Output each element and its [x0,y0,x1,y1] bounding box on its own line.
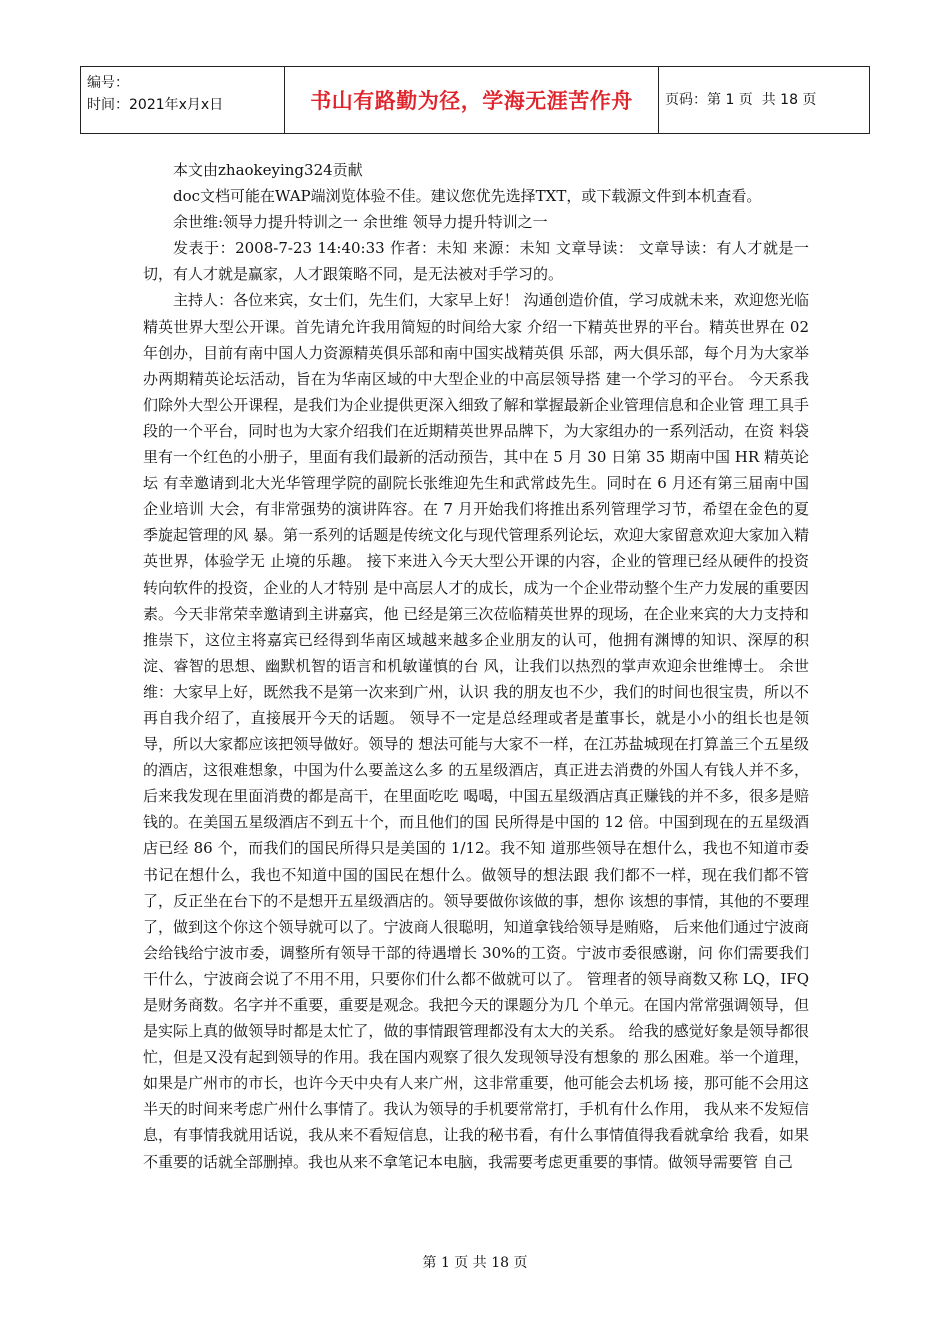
header-motto: 书山有路勤为径，学海无涯苦作舟 [285,67,659,133]
paragraph: doc文档可能在WAP端浏览体验不佳。建议您优先选择TXT，或下载源文件到本机查看。 [173,187,762,206]
paragraph: 发表于：2008-7-23 14:40:33 作者：未知 来源：未知 文章导读： 文章导读：有人才就是一切，有人才就是赢家，人才跟策略不同，是无法被对手学习的。 [143,239,809,284]
paragraph: 主持人：各位来宾，女士们，先生们，大家早上好！ 沟通创造价值，学习成就未来，欢迎您光临精英世界大型公开课。首先请允许我用简短的时间给大家 介绍一下精英世界的平台。精英世界在 02 年创办，目前有南中国人力资源精英俱乐部和南中国实战精英俱 乐部，两大俱乐部，每个月为大家举办两期精英论坛活动，旨在为华南区域的中大型企业的中高层领导搭 建一个学习的平台。 今天系我们除外大型公开课程，是我们为企业提供更深入细致了解和掌握最新企业管理信息和企业管 理工具手段的一个平台，同时也为大家介绍我们在近期精英世界品牌下，为大家组办的一系列活动，在资 料袋里有一个红色的小册子，里面有我们最新的活动预告，其中在 5 月 30 日第 35 期南中国 HR 精英论坛 有幸邀请到北大光华管理学院的副院长张维迎先生和武常歧先生。同时在 6 月还有第三届南中国企业培训 大会，有非常强势的演讲阵容。在 7 月开始我们将推出系列管理学习节，希望在金色的夏季旋起管理的风 暴。第一系列的话题是传统文化与现代管理系列论坛，欢迎大家留意欢迎大家加入精英世界，体验学无 止境的乐趣。 接下来进入今天大型公开课的内容，企业的管理已经从硬件的投资转向软件的投资，企业的人才特别 是中高层人才的成长，成为一个企业带动整个生产力发展的重要因素。今天非常荣幸邀请到主讲嘉宾，他 已经是第三次莅临精英世界的现场，在企业来宾的大力支持和推崇下，这位主将嘉宾已经得到华南区域越来越多企业朋友的认可，他拥有渊博的知识、深厚的积淀、睿智的思想、幽默机智的语言和机敏谨慎的台 风，让我们以热烈的掌声欢迎余世维博士。 余世维：大家早上好，既然我不是第一次来到广州，认识 我的朋友也不少，我们的时间也很宝贵，所以不再自我介绍了，直接展开今天的话题。 领导不一定是总经理或者是董事长，就是小小的组长也是领导，所以大家都应该把领导做好。领导的 想法可能与大家不一样，在江苏盐城现在打算盖三个五星级的酒店，这很难想象，中国为什么要盖这么多 的五星级酒店，真正进去消费的外国人有钱人并不多，后来我发现在里面消费的都是高干，在里面吃吃 喝喝，中国五星级酒店真正赚钱的并不多，很多是赔钱的。在美国五星级酒店不到五十个，而且他们的国 民所得是中国的 12 倍。中国到现在的五星级酒店已经 86 个，而我们的国民所得只是美国的 1/12。我不知 道那些领导在想什么，我也不知道市委书记在想什么，我也不知道中国的国民在想什么。做领导的想法跟 我们都不一样，现在我们都不管了，反正坐在台下的不是想开五星级酒店的。领导要做你该做的事，想你 该想的事情，其他的不要理了，做到这个你这个领导就可以了。宁波商人很聪明，知道拿钱给领导是贿赂， 后来他们通过宁波商会给钱给宁波市委，调整所有领导干部的待遇增长 30%的工资。宁波市委很感谢，问 你们需要我们干什么，宁波商会说了不用不用，只要你们什么都不做就可以了。 管理者的领导商数又称 LQ，IFQ 是财务商数。名字并不重要，重要是观念。我把今天的课题分为几 个单元。在国内常常强调领导，但是实际上真的做领导时都是太忙了，做的事情跟管理都没有太大的关系。 给我的感觉好象是领导都很忙，但是又没有起到领导的作用。我在国内观察了很久发现领导没有想象的 那么困难。举一个道理，如果是广州市的市长，也许今天中央有人来广州，这非常重要，他可能会去机场 接，那可能不会用这半天的时间来考虑广州什么事情了。我认为领导的手机要常常打，手机有什么作用， 我从来不发短信息，有事情我就用话说，我从来不看短信息，让我的秘书看，有什么事情值得我看就拿给 我看，如果不重要的话就全部删掉。我也从来不拿笔记本电脑，我需要考虑更重要的事情。做领导需要管 自己 [143,291,809,1171]
paragraph: 余世维:领导力提升特训之一 余世维 领导力提升特训之一 [173,213,548,232]
header-table [80,66,870,134]
document-number-label: 编号： [87,75,129,91]
header-page-label: 页码：第 1 页 共 18 页 [665,92,817,108]
page-footer: 第 1 页 共 18 页 [422,1255,528,1271]
paragraph: 本文由zhaokeying324贡献 [173,161,363,179]
document-body [143,157,809,1175]
document-time-label: 时间：2021年x月x日 [87,97,224,113]
header-page-cell [659,67,869,133]
header-meta-cell [81,67,285,133]
